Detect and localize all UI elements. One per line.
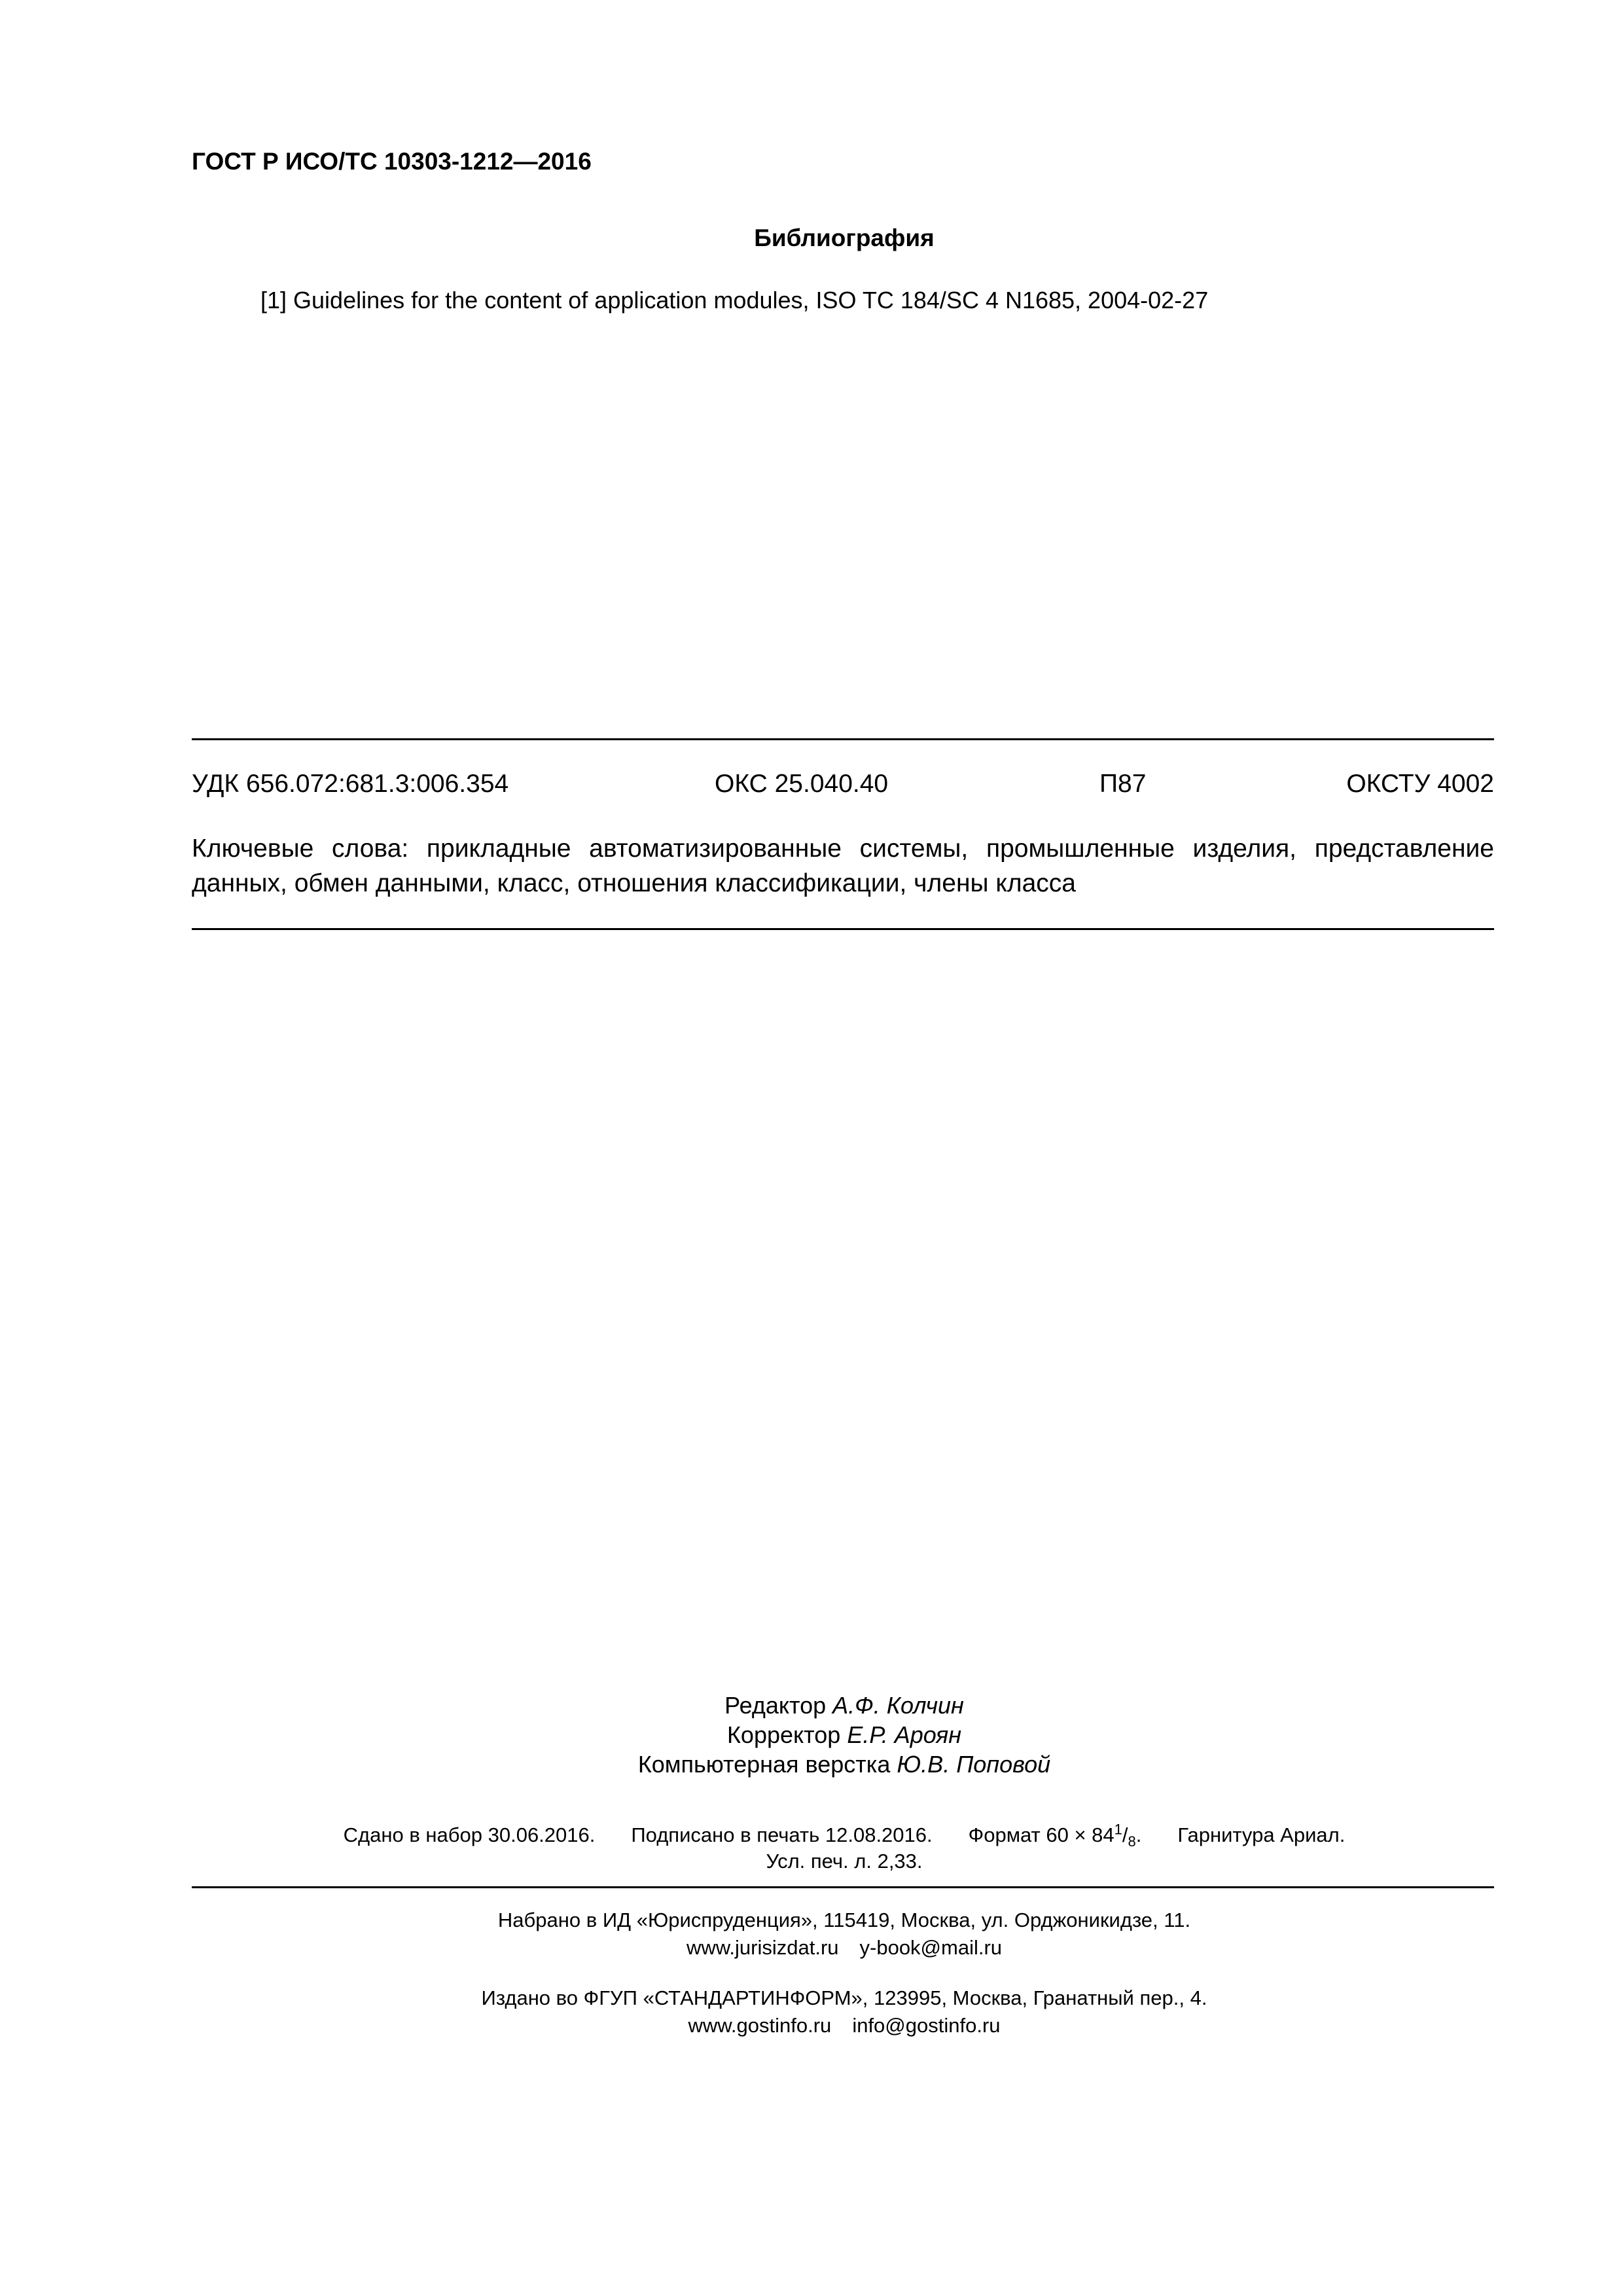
editor-line [0, 1691, 1623, 1720]
publication-line [0, 1822, 1623, 1848]
divider-middle [192, 928, 1494, 930]
typeset-contacts [0, 1934, 1623, 1962]
credits-block [0, 1691, 1623, 1779]
typeset-date: Сдано в набор 30.06.2016. [343, 1823, 596, 1846]
publisher-imprint [0, 1984, 1623, 2039]
print-sheets: Усл. печ. л. 2,33. [766, 1850, 923, 1873]
layout-line [0, 1749, 1623, 1779]
typeface: Гарнитура Ариал. [1177, 1823, 1346, 1846]
published-by: Издано во ФГУП «СТАНДАРТИНФОРМ», 123995, Москва, Гранатный пер., 4. [481, 1986, 1207, 2009]
layout-label: Компьютерная верстка [637, 1751, 891, 1778]
keywords: Ключевые слова: прикладные автоматизированные системы, промышленные изделия, представление данных, обмен данными, класс, отношения классификации, члены класса [192, 834, 1494, 897]
editor-label: Редактор [724, 1692, 827, 1719]
typeset-site-link[interactable]: www.jurisizdat.ru [686, 1936, 839, 1959]
bibliography-heading: Библиография [754, 224, 935, 251]
divider-top [192, 738, 1494, 740]
publisher-contacts [0, 2012, 1623, 2039]
signed-date: Подписано в печать 12.08.2016. [631, 1823, 933, 1846]
bibliography-entry: [1] Guidelines for the content of application modules, ISO TC 184/SC 4 N1685, 2004-02-27 [260, 287, 1209, 314]
typeset-imprint [0, 1907, 1623, 1962]
typeset-email-link[interactable]: y-book@mail.ru [859, 1936, 1003, 1959]
layout-name: Ю.В. Поповой [897, 1751, 1051, 1778]
publisher-site-link[interactable]: www.gostinfo.ru [688, 2014, 832, 2037]
editor-name: А.Ф. Колчин [832, 1692, 964, 1719]
corrector-name: Е.Р. Ароян [847, 1721, 962, 1748]
document-code: ГОСТ Р ИСО/ТС 10303-1212—2016 [192, 148, 592, 175]
publisher-email-link[interactable]: info@gostinfo.ru [852, 2014, 1001, 2037]
okstu-code: ОКСТУ 4002 [1346, 770, 1494, 798]
divider-bottom [192, 1886, 1494, 1888]
corrector-label: Корректор [726, 1721, 841, 1748]
format-info: Формат $60 \times 84^1/_8$. [968, 1821, 1142, 1850]
publication-block [0, 1822, 1623, 1874]
corrector-line [0, 1720, 1623, 1749]
oks-code: ОКС 25.040.40 [715, 770, 889, 798]
p-code: П87 [1099, 770, 1147, 798]
udk-code: УДК 656.072:681.3:006.354 [192, 770, 509, 798]
typeset-by: Набрано в ИД «Юриспруденция», 115419, Москва, ул. Орджоникидзе, 11. [497, 1909, 1191, 1931]
